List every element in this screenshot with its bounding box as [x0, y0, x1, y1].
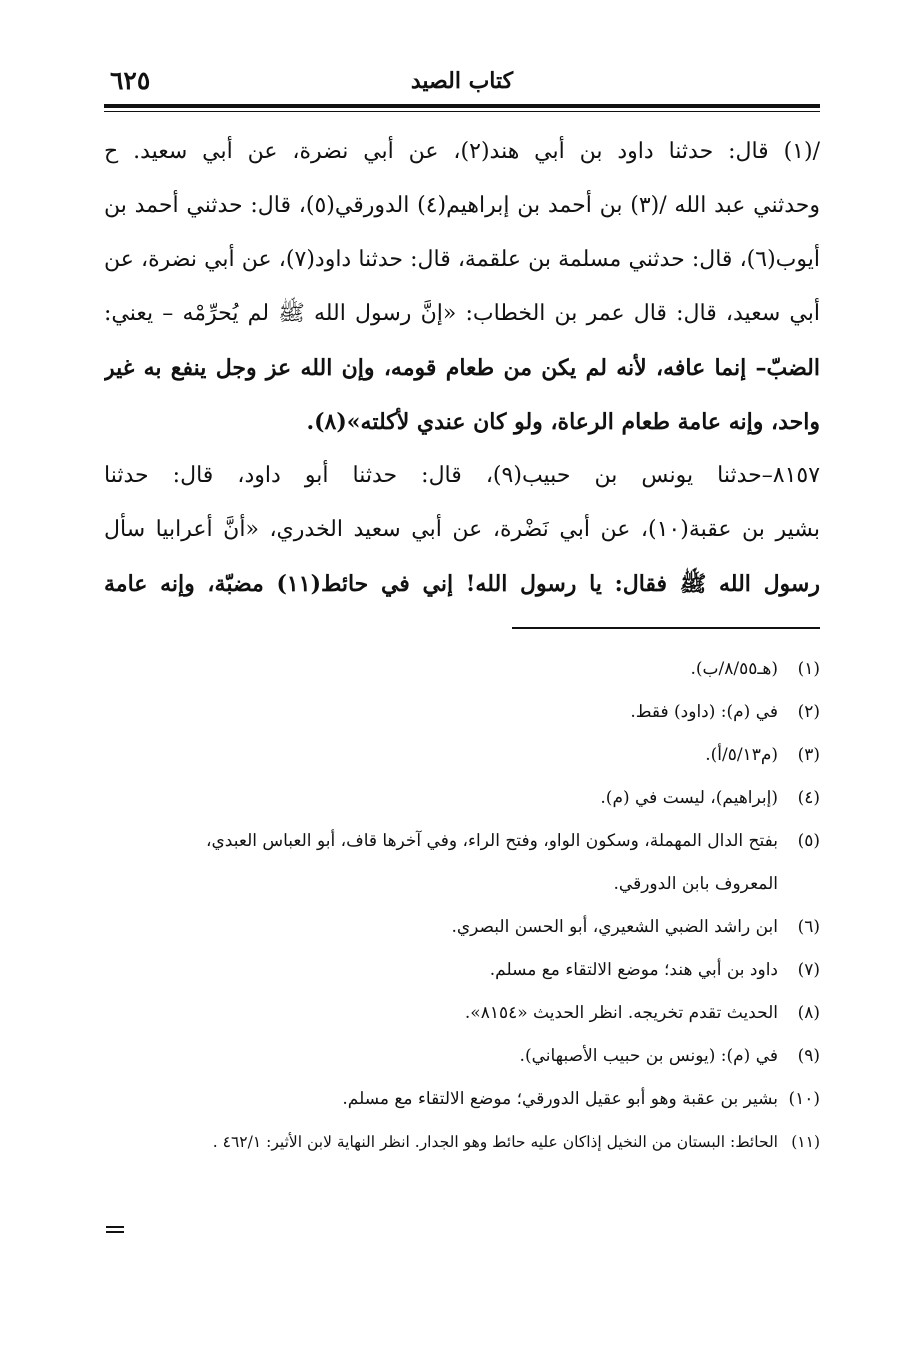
header-rule-thin — [104, 111, 820, 112]
footnote-number: (٦) — [797, 917, 820, 937]
footnote — [104, 1035, 820, 1078]
footnote-text: (م٥/١٣/أ). — [705, 745, 778, 765]
footnote — [104, 648, 820, 691]
footnote — [104, 820, 820, 863]
footnote-continuation: المعروف بابن الدورقي. — [613, 874, 778, 894]
footnote-number: (٢) — [797, 702, 820, 722]
footnote-number: (٥) — [797, 831, 820, 851]
footnote-number: (٩) — [797, 1046, 820, 1066]
running-title: كتاب الصيد — [410, 68, 514, 94]
text-line: بشير بن عقبة(١٠)، عن أبي نَضْرة، عن أبي سعيد الخدري، «أنَّ أعرابيا سأل — [104, 517, 820, 542]
footnote-text: (إبراهيم)، ليست في (م). — [600, 788, 778, 808]
footnote-text: داود بن أبي هند؛ موضع الالتقاء مع مسلم. — [489, 960, 778, 980]
footnote-text: الحديث تقدم تخريجه. انظر الحديث «٨١٥٤». — [464, 1003, 778, 1023]
footnote — [104, 992, 820, 1035]
footnote-number: (٧) — [797, 960, 820, 980]
footnote-number: (٨) — [797, 1003, 820, 1023]
header-rule — [104, 104, 820, 108]
text-line: الضبّ– إنما عافه، لأنه لم يكن من طعام قومه، وإن الله عز وجل ينفع به غير — [104, 355, 820, 381]
footnote-text: بشير بن عقبة وهو أبو عقيل الدورقي؛ موضع الالتقاء مع مسلم. — [342, 1089, 778, 1109]
page-end-mark — [106, 1226, 124, 1234]
text-line: /(١) قال: حدثنا داود بن أبي هند(٢)، عن أبي نضرة، عن أبي سعيد. ح — [104, 139, 820, 164]
footnote — [104, 949, 820, 992]
footnote-text: ابن راشد الضبي الشعيري، أبو الحسن البصري. — [451, 917, 778, 937]
footnote — [104, 1121, 820, 1164]
footnote-separator — [512, 627, 820, 629]
footnote-text: في (م): (داود) فقط. — [630, 702, 778, 722]
text-line: أبي سعيد، قال: قال عمر بن الخطاب: «إنَّ رسول الله ﷺ لم يُحرِّمْه – يعني: — [104, 301, 820, 326]
text-line: وحدثني عبد الله /(٣) بن أحمد بن إبراهيم(٤) الدورقي(٥)، قال: حدثني أحمد بن — [104, 193, 820, 218]
footnote-text: بفتح الدال المهملة، وسكون الواو، وفتح الراء، وفي آخرها قاف، أبو العباس العبدي، — [206, 831, 778, 851]
page-header — [104, 68, 820, 108]
footnote — [104, 734, 820, 777]
page-number: ٦٢٥ — [110, 66, 151, 95]
footnote-text: في (م): (يونس بن حبيب الأصبهاني). — [519, 1046, 778, 1066]
footnote-number: (١٠) — [788, 1089, 820, 1109]
footnote — [104, 1078, 820, 1121]
footnote — [104, 777, 820, 820]
footnote — [104, 906, 820, 949]
hadith-start-line: ٨١٥٧–حدثنا يونس بن حبيب(٩)، قال: حدثنا أبو داود، قال: حدثنا — [104, 463, 820, 488]
footnote-number: (١) — [797, 659, 820, 679]
footnotes — [104, 648, 820, 1164]
footnote-number: (٤) — [797, 788, 820, 808]
footnote-number: (١١) — [791, 1133, 820, 1151]
text-line: رسول الله ﷺ فقال: يا رسول الله! إني في حائط(١١) مضبّة، وإنه عامة — [104, 571, 820, 597]
text-line: أيوب(٦)، قال: حدثني مسلمة بن علقمة، قال: حدثنا داود(٧)، عن أبي نضرة، عن — [104, 247, 820, 272]
footnote-number: (٣) — [797, 745, 820, 765]
footnote-text: الحائط: البستان من النخيل إذاكان عليه حائط وهو الجدار. انظر النهاية لابن الأثير: ٤٦٢/١ . — [212, 1133, 778, 1151]
text-line: واحد، وإنه عامة طعام الرعاة، ولو كان عندي لأكلته»(٨). — [306, 409, 820, 435]
footnote-text: (هـ٨/٥٥/ب). — [690, 659, 778, 679]
footnote — [104, 691, 820, 734]
main-text — [104, 125, 820, 611]
